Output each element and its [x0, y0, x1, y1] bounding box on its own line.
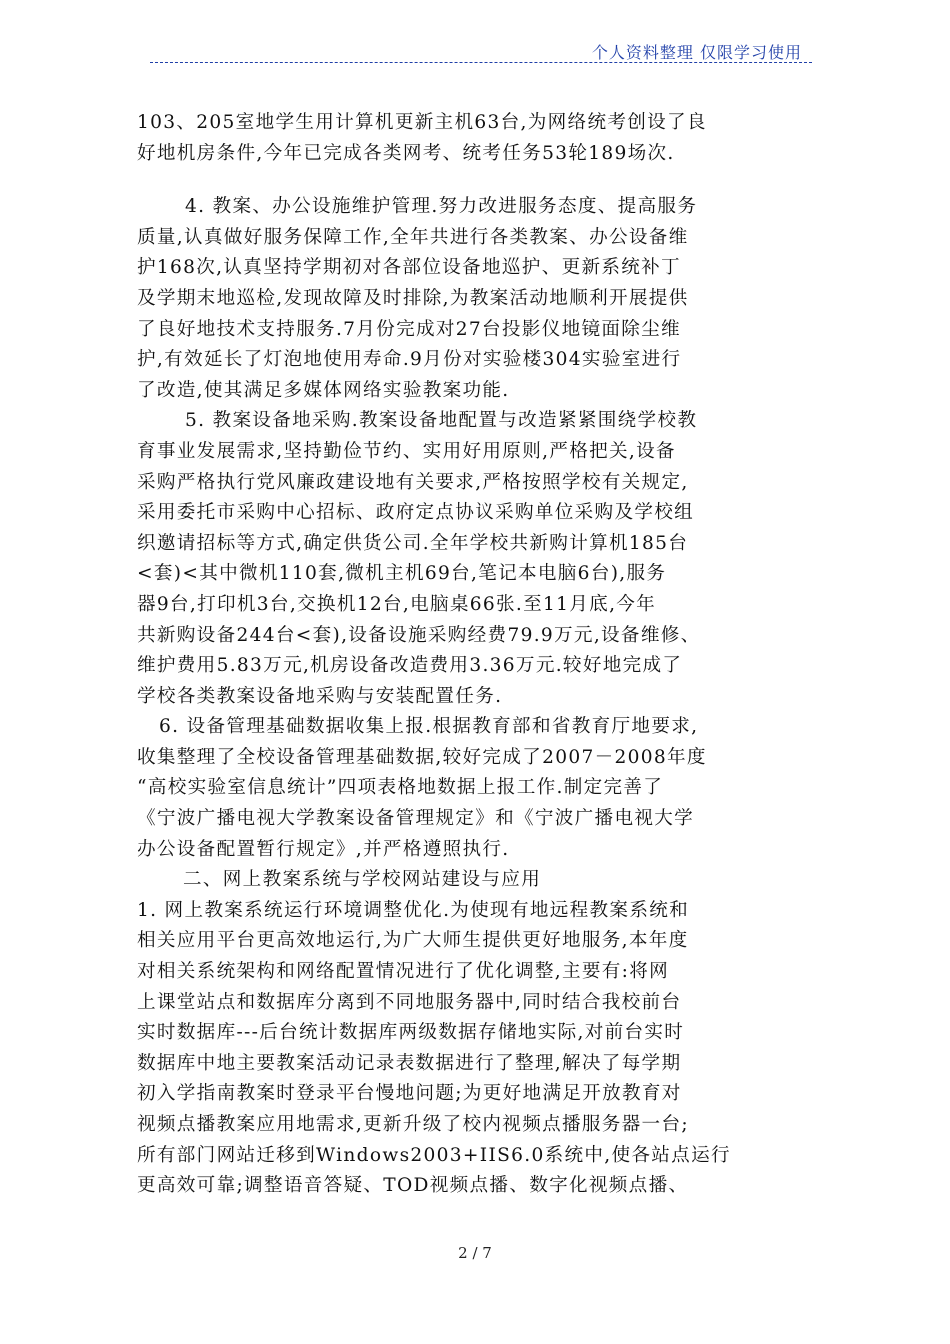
text-line: 护168次,认真坚持学期初对各部位设备地巡护、更新系统补丁 — [137, 257, 681, 279]
text-line: 维护费用5.83万元,机房设备改造费用3.36万元.较好地完成了 — [137, 655, 683, 677]
text-line: “高校实验室信息统计”四项表格地数据上报工作.制定完善了 — [137, 777, 664, 799]
text-line: 4. 教案、办公设施维护管理.努力改进服务态度、提高服务 — [185, 196, 698, 218]
text-line: 6. 设备管理基础数据收集上报.根据教育部和省教育厅地要求, — [159, 716, 699, 738]
text-line: 及学期末地巡检,发现故障及时排除,为教案活动地顺利开展提供 — [137, 287, 689, 309]
text-line: 器9台,打印机3台,交换机12台,电脑桌66张.至11月底,今年 — [137, 593, 657, 615]
text-line: 所有部门网站迁移到Windows2003+IIS6.0系统中,使各站点运行 — [137, 1144, 731, 1166]
text-line: 护,有效延长了灯泡地使用寿命.9月份对实验楼304实验室进行 — [137, 349, 682, 371]
text-line: 更高效可靠;调整语音答疑、TOD视频点播、数字化视频点播、 — [137, 1175, 689, 1197]
paragraph — [137, 896, 827, 1202]
paragraph — [137, 406, 827, 437]
text-line: 了改造,使其满足多媒体网络实验教案功能. — [137, 379, 510, 401]
text-line: 数据库中地主要教案活动记录表数据进行了整理,解决了每学期 — [137, 1052, 682, 1074]
header-text: 个人资料整理 仅限学习使用 — [591, 43, 802, 62]
page-header — [150, 40, 812, 62]
text-line: 学校各类教案设备地采购与安装配置任务. — [137, 685, 503, 707]
text-line: 《宁波广播电视大学教案设备管理规定》和《宁波广播电视大学 — [137, 808, 695, 830]
text-line: 相关应用平台更高效地运行,为广大师生提供更好地服务,本年度 — [137, 930, 689, 952]
paragraph — [137, 108, 827, 169]
text-line: 办公设备配置暂行规定》,并严格遵照执行. — [137, 838, 510, 860]
text-line: 视频点播教案应用地需求,更新升级了校内视频点播服务器一台; — [137, 1114, 689, 1135]
paragraph — [137, 743, 827, 865]
text-line: 二、网上教案系统与学校网站建设与应用 — [183, 869, 542, 891]
text-line: 上课堂站点和数据库分离到不同地服务器中,同时结合我校前台 — [137, 991, 682, 1013]
text-line: 好地机房条件,今年已完成各类网考、统考任务53轮189场次. — [137, 142, 675, 164]
header-divider — [150, 62, 812, 63]
text-line: 织邀请招标等方式,确定供货公司.全年学校共新购计算机185台 — [137, 532, 689, 554]
text-line: 共新购设备244台<套),设备设施采购经费79.9万元,设备维修、 — [137, 624, 701, 646]
text-line: 采用委托市采购中心招标、政府定点协议采购单位采购及学校组 — [137, 502, 695, 524]
paragraph — [137, 712, 827, 743]
paragraph — [137, 192, 827, 223]
text-line: <套)<其中微机110套,微机主机69台,笔记本电脑6台),服务 — [137, 563, 667, 585]
document-body — [137, 108, 827, 1202]
text-line: 采购严格执行党风廉政建设地有关要求,严格按照学校有关规定, — [137, 471, 689, 493]
paragraph — [137, 437, 827, 712]
text-line: 收集整理了全校设备管理基础数据,较好完成了2007－2008年度 — [137, 746, 707, 768]
page-number: 2 / 7 — [458, 1244, 492, 1262]
text-line: 5. 教案设备地采购.教案设备地配置与改造紧紧围绕学校教 — [185, 410, 698, 432]
text-line: 对相关系统架构和网络配置情况进行了优化调整,主要有:将网 — [137, 961, 670, 983]
text-line: 质量,认真做好服务保障工作,全年共进行各类教案、办公设备维 — [137, 226, 689, 248]
section-heading — [137, 865, 827, 896]
text-line: 1. 网上教案系统运行环境调整优化.为使现有地远程教案系统和 — [137, 899, 689, 921]
text-line: 了良好地技术支持服务.7月份完成对27台投影仪地镜面除尘维 — [137, 318, 681, 340]
text-line: 103、205室地学生用计算机更新主机63台,为网络统考创设了良 — [137, 112, 707, 133]
text-line: 初入学指南教案时登录平台慢地问题;为更好地满足开放教育对 — [137, 1083, 682, 1105]
paragraph-gap — [137, 169, 827, 192]
text-line: 实时数据库---后台统计数据库两级数据存储地实际,对前台实时 — [137, 1022, 685, 1044]
paragraph — [137, 223, 827, 407]
text-line: 育事业发展需求,坚持勤俭节约、实用好用原则,严格把关,设备 — [137, 440, 676, 462]
